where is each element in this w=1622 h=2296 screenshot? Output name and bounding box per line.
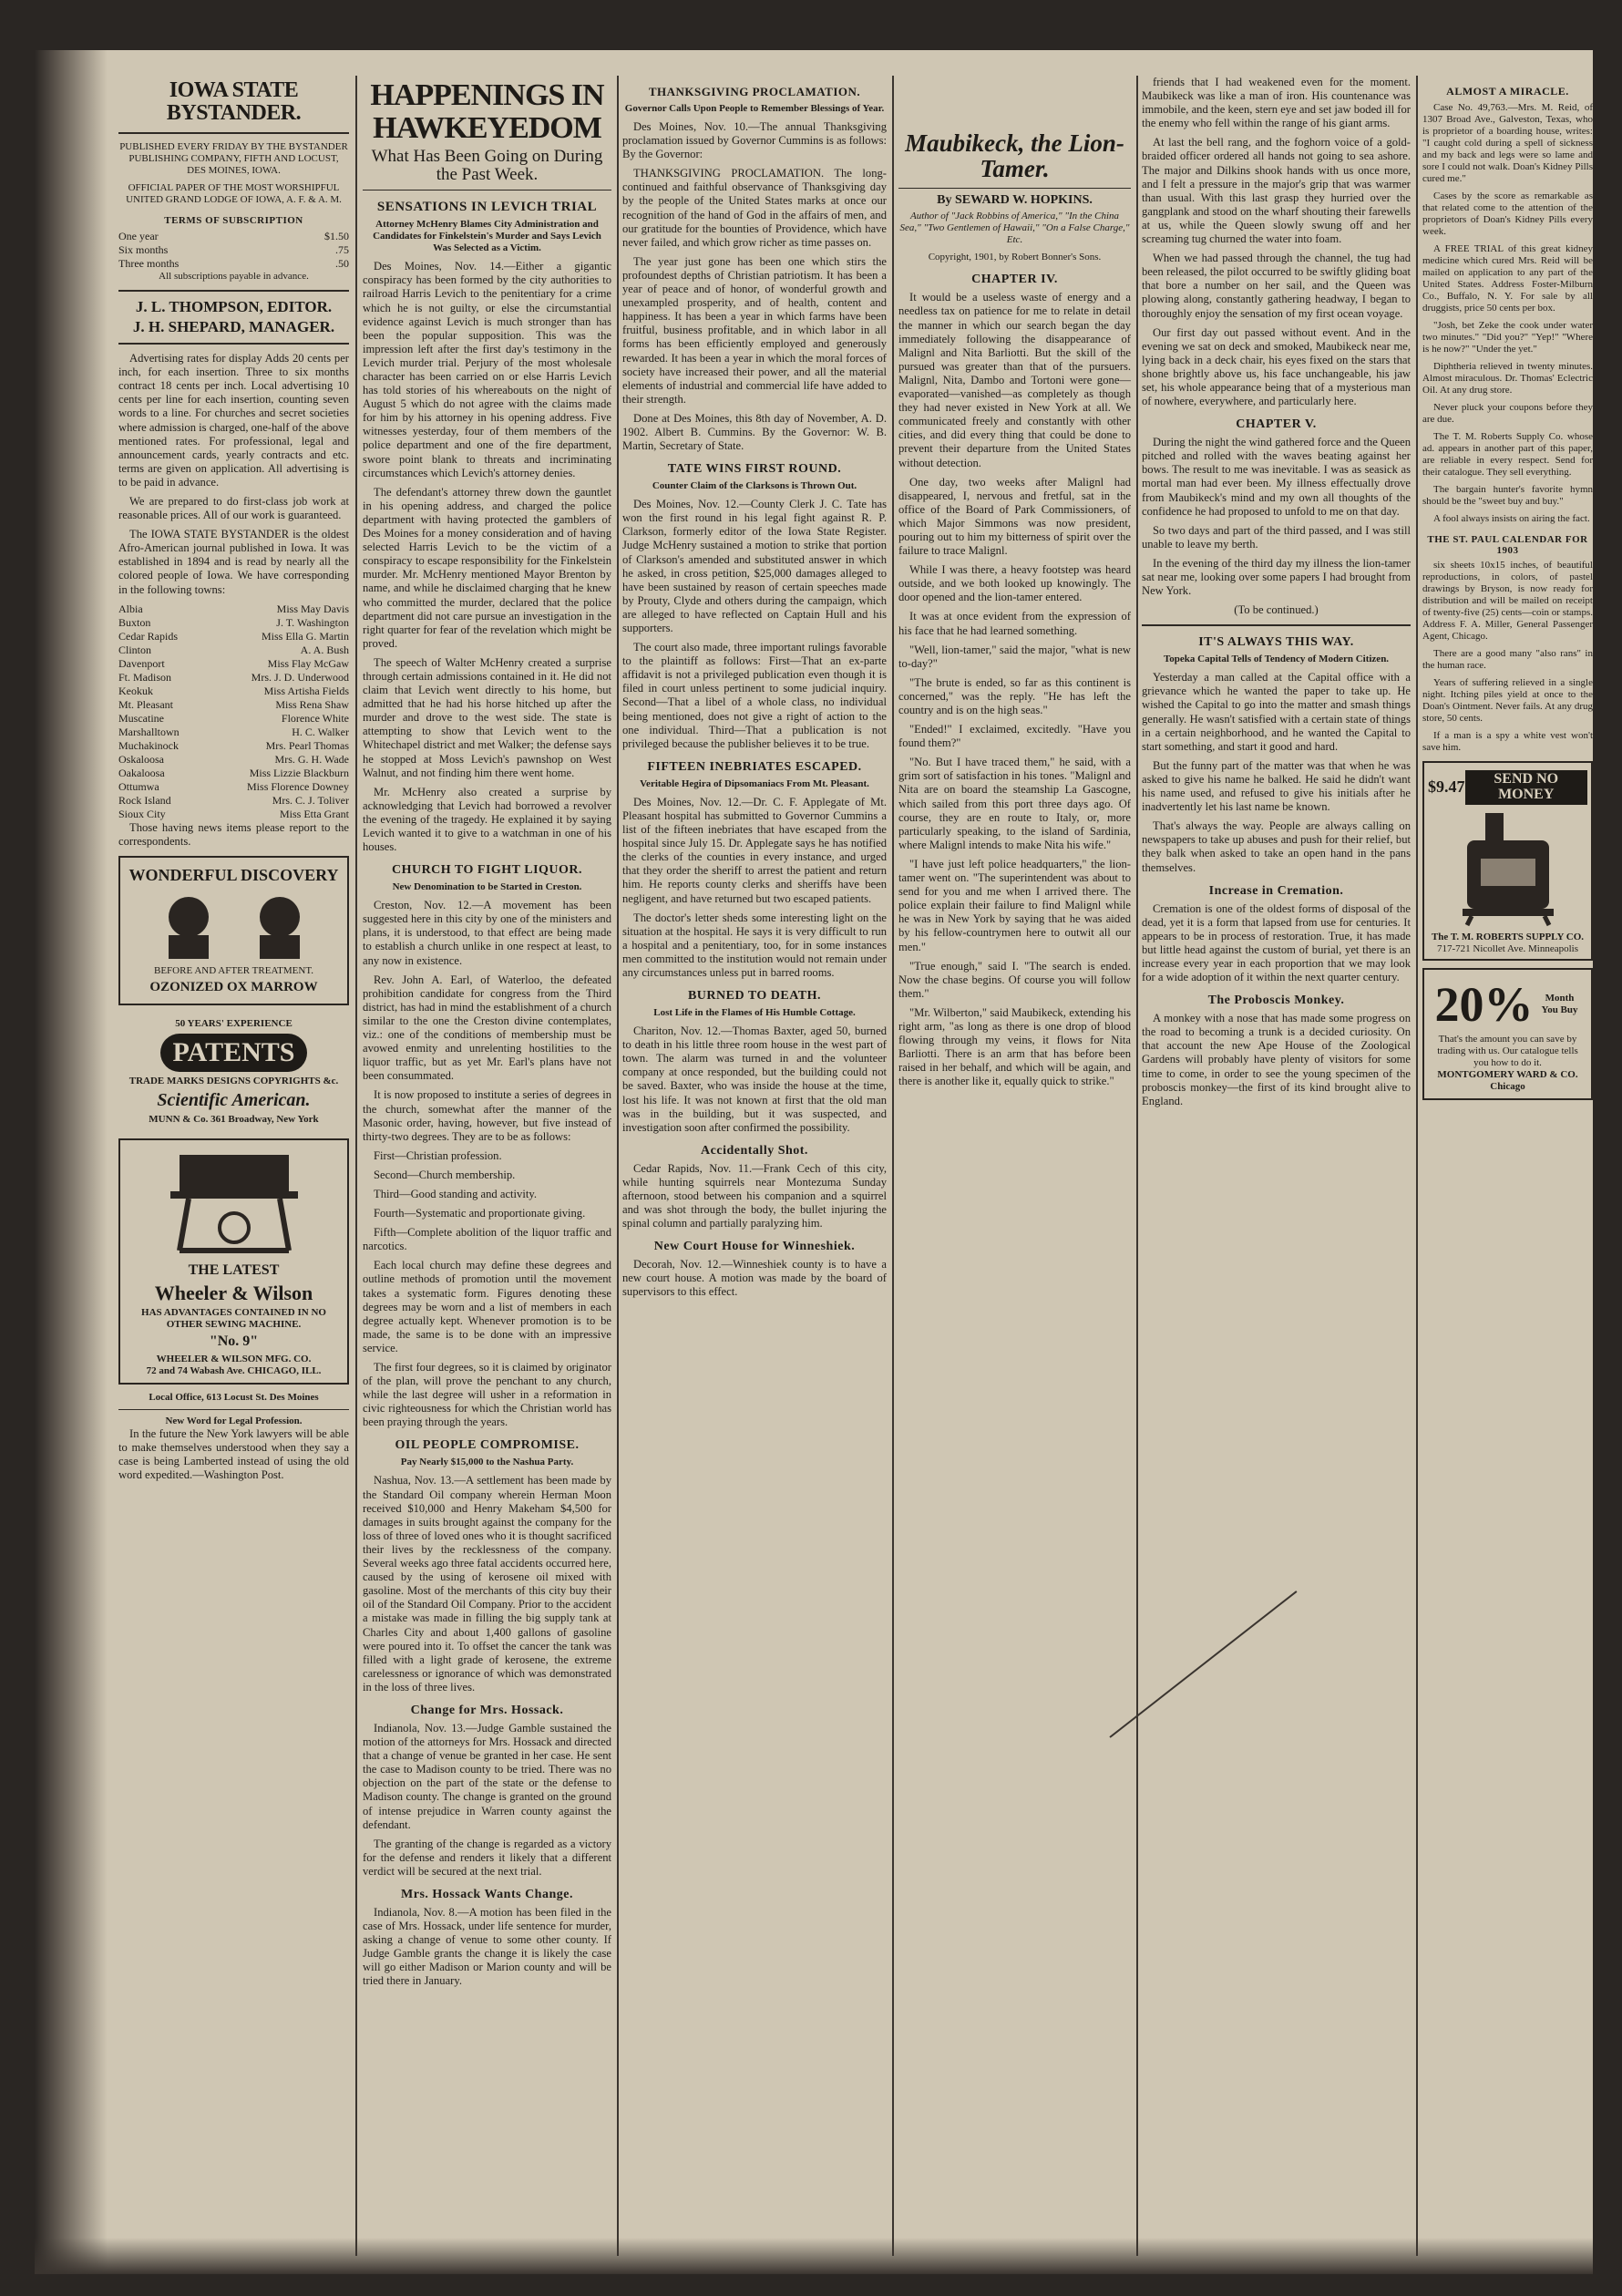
table-cell: Oskaloosa [118,752,164,766]
paragraph: The bargain hunter's favorite hymn should be the "sweet buy and buy." [1422,484,1593,507]
ad-montgomery-ward: 20% Month You Buy That's the amount you can save by trading with us. Our catalogue tells you how to do it. MONTGOMERY WARD & CO. Chicago [1422,968,1593,1101]
column-rule [355,76,357,2256]
paragraph: A fool always insists on airing the fact. [1433,513,1590,524]
table-cell: Miss May Davis [276,602,349,615]
ad-wheeler-wilson: THE LATEST Wheeler & Wilson HAS ADVANTAGES CONTAINED IN NO OTHER SEWING MACHINE. "No. 9" WHEELER & WILSON MFG. CO. 72 and 74 Wabash Ave. CHICAGO, ILL. [118,1138,349,1385]
column-3 [622,76,887,2256]
byline-sub: Author of "Jack Robbins of America," "In the China Sea," "Two Gentlemen of Hawaii," "On a False Charge," Etc. [899,211,1130,246]
paragraph: six sheets 10x15 inches, of beautiful reproductions, in colors, of pastel drawings by Bryson, is now ready for distribution and will be mailed on receipt of twenty-five (25) cents—coin or stamps. Address F. A. Miller, General Passenger Agent, Chicago. [1422,560,1593,642]
column-rule [1136,76,1138,2256]
paragraph: THANKSGIVING PROCLAMATION. The long-continued and faithful observance of Thanksgiving day by the people of the United States marks at once our recognition of the hand of God in the affairs of men, and our gratitude for the bounties of Providence, which have never failed, and which grow richer as time passes on. [622,167,887,249]
table-cell: Ft. Madison [118,670,172,684]
publisher-note: PUBLISHED EVERY FRIDAY BY THE BYSTANDER PUBLISHING COMPANY, FIFTH AND LOCUST, DES MOINES, IOWA. [119,141,348,177]
subheadline: Lost Life in the Flames of His Humble Cottage. [653,1007,856,1019]
terms-table [118,230,349,271]
paragraph: That's always the way. People are always calling on newspapers to take up abuses and push for their relief, but they balk when asked to take an open hand in the pans themselves. [1142,819,1411,874]
table-cell: Clinton [118,643,152,656]
table-row [118,671,349,685]
masthead: IOWA STATE BYSTANDER. [166,78,302,126]
official-paper: OFFICIAL PAPER OF THE MOST WORSHIPFUL UNITED GRAND LODGE OF IOWA, A. F. & A. M. [126,182,342,206]
table-cell: H. C. Walker [292,725,349,738]
table-cell: Miss Flay McGaw [267,656,349,670]
paragraph: "True enough," said I. "The search is ended. Now the chase begins. Of course you will follow them." [898,959,1131,1000]
table-row [118,602,349,616]
editor: J. L. THOMPSON, EDITOR. [135,298,333,316]
headline: Accidentally Shot. [701,1143,808,1158]
newspaper-page [35,50,1593,2274]
byline: By SEWARD W. HOPKINS. [937,192,1093,207]
table-cell: Three months [118,257,180,271]
subheadline: Veritable Hegira of Dipsomaniacs From Mt. Pleasant. [640,777,869,789]
table-row [118,726,349,739]
agents-note: Those having news items please report to the correspondents. [118,820,349,848]
paragraph: One day, two weeks after Malignl had disappeared, I, nervous and fretful, sat in the office of the Board of Park Commissioners, of which Major Simmons was now president, pouring out to him my bitterness of spirit over the failure to trace Malignl. [898,475,1131,558]
headline: FIFTEEN INEBRIATES ESCAPED. [647,759,862,774]
subheadline: Counter Claim of the Clarksons is Thrown Out. [652,480,857,492]
headline: BURNED TO DEATH. [687,989,822,1004]
paragraph: While I was there, a heavy footstep was heard outside, and we both looked up knowingly. The door opened and the lion-tamer entered. [898,563,1131,604]
table-row [118,257,349,271]
table-cell: .50 [335,257,349,271]
paragraph: "Mr. Wilberton," said Maubikeck, extending his right arm, "as long as there is one drop of blood flowing through my veins, it flows for Nita Barliotti. There is an arm that has before been raised in her behalf, and which will be again, and there is another like it, equally quick to strike." [898,1005,1131,1088]
table-cell: Six months [118,243,169,257]
job-work: We are prepared to do first-class job work at reasonable prices. All of our work is guaranteed. [118,495,349,522]
table-cell: $1.50 [324,230,349,243]
agents-table [118,602,349,821]
paragraph: Never pluck your coupons before they are due. [1422,402,1593,425]
paragraph: Decorah, Nov. 12.—Winneshiek county is to have a new court house. A motion was made by the board of supervisors to this effect. [622,1258,887,1299]
paragraph: Nashua, Nov. 13.—A settlement has been made by the Standard Oil company wherein Herman Moon received $10,000 and Henry Makeham $4,500 for damages in suits brought against the company for the loss of three of loved ones who it is thought sacrificed their lives by the recklessness of the company. Several weeks ago three fatal accidents occurred here, caused by the using of kerosene oil mixed with gasoline. Most of the merchants of this city buy their oil of the Standard Oil Company. Prior to the accident a mistake was made in filling the big supply tank at Charles City and about 1,400 gallons of gasoline were poured into it. To offset the cancer the tank was filled with a light grade of kerosene, the extreme carelessness or ignorance of which was demonstrated in the loss of three lives. [363,1474,611,1694]
paragraph: It is now proposed to institute a series of degrees in the church, somewhat after the manner of the Masonic order, having, however, but five instead of thirty-two degrees. They are to be as follows: [363,1088,611,1143]
headline: OIL PEOPLE COMPROMISE. [395,1438,580,1453]
subheadline: Topeka Capital Tells of Tendency of Modern Citizen. [1163,654,1390,665]
paragraph: Des Moines, Nov. 12.—County Clerk J. C. Tate has won the first round in his legal fight against R. P. Clarkson, formerly editor of the Iowa State Register. Judge McHenry sustained a motion to strike that portion of Clarkson's amended and substituted answer in which he asked, in cross petition, $25,000 damages alleged to have been sustained by reason of certain speeches made by Prouty, Clyde and others during the campaign, which are alleged to have reflected on Captain Hull and his supporters. [622,498,887,634]
patents-banner: PATENTS [160,1034,308,1072]
table-cell: Mrs. Pearl Thomas [265,738,349,752]
ad-patents: 50 YEARS' EXPERIENCE PATENTS TRADE MARKS DESIGNS COPYRIGHTS &c. Scientific American. MUNN & Co. 361 Broadway, New York [128,1018,339,1126]
paragraph: A FREE TRIAL of this great kidney medicine which cured Mrs. Reid will be mailed on application to any part of the United States. Address Foster-Milburn Co., Buffalo, N. Y. For sale by all druggists, price 50 cents per box. [1422,243,1593,314]
sewing-machine-icon [143,1146,325,1255]
stove-icon [1440,808,1576,927]
table-cell: Oakaloosa [118,766,165,779]
paragraph: Indianola, Nov. 13.—Judge Gamble sustained the motion of the attorneys for Mrs. Hossack and directed that a change of venue be granted in her case. He sent the case to Madison county to be tried. There was no objection on the part of the state or the defense to Madison county. The change is granted on the ground of intense prejudice in Warren county against the defendant. [363,1721,611,1831]
subheadline: Governor Calls Upon People to Remember Blessings of Year. [624,103,885,114]
paragraph: friends that I had weakened even for the moment. Maubikeck was like a man of iron. His countenance was immobile, and the keen, stern eye and set jaw boded ill for the enemy who fell within the range of his giant arms. [1142,76,1411,130]
subheadline: Pay Nearly $15,000 to the Nashua Party. [400,1457,574,1468]
table-cell: Cedar Rapids [118,629,178,643]
terms-note: All subscriptions payable in advance. [159,271,309,283]
paragraph: But the funny part of the matter was that when he was asked to give his name he balked. He said he didn't want his name used, and refused to give his initials after he inadvertently let his last name be known. [1142,758,1411,814]
paragraph: Indianola, Nov. 8.—A motion has been filed in the case of Mrs. Hossack, under life sentence for murder, asking a change of venue to some other county. If Judge Gamble grants the change it is likely the case will go either Madison or Marion county and will be tried there in January. [363,1906,611,1988]
table-row [118,753,349,767]
headline: TATE WINS FIRST ROUND. [667,462,842,477]
table-cell: Sioux City [118,807,166,820]
table-row [118,616,349,630]
table-row [118,712,349,726]
table-cell: Muscatine [118,711,164,725]
paragraph: Des Moines, Nov. 10.—The annual Thanksgiving proclamation issued by Governor Cummins is as follows: By the Governor: [622,120,887,161]
to-be-continued: (To be continued.) [1234,603,1319,617]
ad-send-no-money: $9.47 SEND NO MONEY The T. M. ROBERTS SUPPLY CO. 717-721 Nicollet Ave. Minneapolis [1422,761,1593,961]
table-row [118,630,349,643]
section-deck: What Has Been Going on During the Past Week. [371,147,603,185]
paragraph: Cases by the score as remarkable as that related come to the attention of the proprietors of Doan's Kidney Pills every week. [1422,190,1593,237]
paragraph: Des Moines, Nov. 14.—Either a gigantic conspiracy has been formed by the city authorities to railroad Harris Levich to the penitentiary for a crime which he is not guilty, or else the circumstantial evidence against Levich is much stronger than has been the popular supposition. This was the impression left after the first day's testimony in the Levich murder trial. Perjury of the most wholesale character has been carried on or else Harris Levich has told stories of his whereabouts on the night of August 5 which do not agree with the claims made for him by his attorney in his opening address. Five witnesses yesterday, four of them members of the police department and one of the fire department, swore point blank to threats and incriminating circumstances which Levich's attorney denies. [363,260,611,479]
advertising-rates: Advertising rates for display Adds 20 cents per inch, for each insertion. Three to six months contract 18 cents per inch. Local advertising 10 cents per line for each insertion, counting seven words to a line. For churches and secret societies where admission is charged, one-half of the above mentioned rates. For professional, legal and announcement cards, yearly contracts and etc. terms are given on application. All advertising is to be paid in advance. [118,352,349,489]
paragraph: The first four degrees, so it is claimed by originator of the plan, will prove the penchant to any church, while the last degree will usher in a reformation in civic righteousness for which the Christian world has been praying through the years. [363,1361,611,1429]
paragraph: A monkey with a nose that has made some progress on the road to becoming a trunk is a decided curiosity. On that account the new Ape House of the Zoological Gardens will probably have plenty of visitors for some time to come, in order to see the young specimen of the proboscis monkey—the first of its kind brought alive to England. [1142,1012,1411,1107]
paragraph: Each local church may define these degrees and outline methods of promotion until the movement takes a systematic form. Figures denoting these degrees may be worn and a list of members in each degree actually kept. Whenever promotion is to be made, the same is to be done with an impressive service. [363,1259,611,1354]
table-cell: Marshalltown [118,725,180,738]
headline: The Proboscis Monkey. [1207,994,1345,1008]
story-title: Maubikeck, the Lion-Tamer. [905,129,1124,183]
table-row [118,739,349,753]
paragraph: Cedar Rapids, Nov. 11.—Frank Cech of this city, while hunting squirrels near Montezuma Sunday afternoon, stood between his companion and a squirrel and was shot through the body, the bullet injuring the spinal column and partially paralyzing him. [622,1161,887,1230]
table-cell: Mrs. J. D. Underwood [251,670,349,684]
copyright: Copyright, 1901, by Robert Bonner's Sons. [928,252,1102,263]
paragraph: "Josh, bet Zeke the cook under water two minutes." "Did you?" "Yep!" "Where is he now?" "Under the yet." [1422,320,1593,355]
paragraph: Years of suffering relieved in a single night. Itching piles yield at once to the Doan's Ointment. Never fails. At any drug store, 50 cents. [1422,677,1593,724]
paragraph: There are a good many "also rans" in the human race. [1422,648,1593,671]
table-cell: Buxton [118,615,151,629]
paragraph: Our first day out passed without event. And in the evening we sat on deck and smoked, Maubikeck near me, lying back in a deck chair, his eyes fixed on the stars that shone brightly above us, his face unchangeable, his jaw set, his whole appearance being that of a mysterious man of nowhere, everywhere, and particularly here. [1142,325,1411,408]
headline: Change for Mrs. Hossack. [410,1703,564,1717]
paragraph: The doctor's letter sheds some interesting light on the situation at the hospital. He says it is very difficult to run a hospital and a penitentiary, too, for in some instances men committed to the institution would not remain under any circumstances unless put in barred rooms. [622,911,887,979]
paragraph: The granting of the change is regarded as a victory for the defense and renders it likely that a different verdict will be secured at the next trial. [363,1837,611,1878]
chapter-heading: CHAPTER IV. [971,273,1058,287]
terms-heading: TERMS OF SUBSCRIPTION [164,215,303,227]
headline: CHURCH TO FIGHT LIQUOR. [391,863,583,878]
headline: SENSATIONS IN LEVICH TRIAL [376,200,598,215]
scan-shadow-left [35,50,108,2274]
headline: Increase in Cremation. [1208,883,1344,898]
paragraph: "No. But I have traced them," he said, with a grim sort of satisfaction in his tones. "Malignl and Nita are on board the steamship La Gascogne, which sailed from this port three days ago. Of course, they are en route to Italy, or, more particularly speaking, to the island of Sardinia, where Malignl intends to make Nita his wife." [898,756,1131,851]
ad-wonderful-discovery: WONDERFUL DISCOVERY BEFORE AND AFTER TREATMENT. OZONIZED OX MARROW [118,856,349,1006]
column-rule [617,76,619,2256]
paragraph: It would be a useless waste of energy and a needless tax on patience for me to relate in detail the manner in which our search began the day immediately following the disappearance of Malignl and Nita Barliotti. But the skill of the pursued was greater than that of the pursuers. Malignl, Nita, Dambo and Tortoni were gone—evaporated—vanished—as completely as though they had never existed in New York at all. We communicated freely and constantly with other cities, and did every thing that could be done to prevent their departure from the United States without detection. [898,291,1131,469]
paragraph: The year just gone has been one which stirs the profoundest depths of Christian patriotism. It has been a year of peace and of honor, of wonderful growth and unexampled prosperity, and of health, content and happiness. It has been a year in which farms have been fruitful, business profitable, and in which labor in all forms has been efficiently employed and generously rewarded. It has been a year in which the moral forces of society have increased their power, and all the material elements of industrial and commercial life have added to their strength. [622,254,887,406]
table-cell: Albia [118,602,143,615]
paragraph: Mr. McHenry also created a surprise by acknowledging that Levich had borrowed a revolver the evening of the tragedy. He explained it by saying Levich wanted it to give to a watchman in one of his houses. [363,785,611,854]
legal-body: In the future the New York lawyers will be able to make themselves understood when they say a case is being Lamberted instead of using the old word expedited.—Washington Post. [118,1427,349,1482]
paragraph: So two days and part of the third passed, and I was still unable to leave my berth. [1142,523,1411,551]
paragraph: During the night the wind gathered force and the Queen pitched and rolled with the waves beating against her bows. The result to me was inevitable. I was as seasick as mortal man had ever been. My illness effectually drove from Maubikeck's mind and my own all thoughts of the confidence he had proposed to unfold to me on that day. [1142,436,1411,518]
table-cell: Mt. Pleasant [118,697,173,711]
paragraph: Diphtheria relieved in twenty minutes. Almost miraculous. Dr. Thomas' Eclectric Oil. At any drug store. [1422,361,1593,396]
column-4 [898,76,1131,2256]
paragraph: "The brute is ended, so far as this continent is concerned," was the reply. "He has left the country and is on the high seas." [898,675,1131,716]
table-cell: .75 [335,243,349,257]
paragraph: Chariton, Nov. 12.—Thomas Baxter, aged 50, burned to death in his little three room house in the west part of town. The alarm was turned in and the volunteer company at once responded, but the building could not be saved. Baxter, who was inside the house at the time, lost his life. It was not known at first that the old man was in the building, but it was suspected, and investigation soon after confirmed the possibility. [622,1024,887,1134]
paragraph: Second—Church membership. [374,1168,516,1181]
table-row [118,767,349,780]
paragraph: "I have just left police headquarters," the lion-tamer went on. "The superintendent was about to send for you and me when I arrived there. The police explain their failure to find Malignl while he was in New York by saying that he was aided by his fellow-countrymen here to outwit all our men." [898,857,1131,953]
table-cell: Miss Rena Shaw [275,697,349,711]
table-cell: Muchakinock [118,738,179,752]
table-cell: Ottumwa [118,779,159,793]
table-row [118,794,349,808]
paragraph: In the evening of the third day my illness the lion-tamer sat near me, looking over some papers I had brought from New York. [1142,556,1411,598]
headline: Mrs. Hossack Wants Change. [401,1888,573,1901]
paragraph: Yesterday a man called at the Capital office with a grievance which he wanted the paper to take up. He wished the Capital to go into the matter and smash things generally. He wasn't satisfied with a certain state of things in a certain neighborhood, and he wanted the Capital to start something, and start it good and hard. [1142,671,1411,753]
paragraph: The speech of Walter McHenry created a surprise through certain admissions contained in it. He did not claim that Levich went directly to his home, but admitted that he had his horse hitched up after the murder and drove to the west side. The state is attempting to show that Levich went to the Whitechapel district and met Walker; the defense says he stopped at Moss Levich's pawnshop on West Walnut, and not finding him there went home. [363,655,611,779]
table-row [118,643,349,657]
oldest-journal: The IOWA STATE BYSTANDER is the oldest Afro-American journal published in Iowa. It was established in 1894 and is read by nearly all the colored people of Iowa. We have corresponding in the following towns: [118,528,349,596]
headline: THE ST. PAUL CALENDAR FOR 1903 [1427,534,1588,556]
table-cell: Mrs. C. J. Toliver [272,793,349,807]
paragraph: "Well, lion-tamer," said the major, "what is new to-day?" [898,643,1131,670]
table-cell: Davenport [118,656,165,670]
table-cell: Miss Ella G. Martin [262,629,349,643]
legal-heading: New Word for Legal Profession. [165,1416,303,1427]
table-row [118,243,349,257]
column-5 [1142,76,1411,2256]
column-6 [1422,76,1593,2256]
paragraph: Case No. 49,763.—Mrs. M. Reid, of 1307 Broad Ave., Galveston, Texas, who is proprietor of a boarding house, writes: "I caught cold during a spell of sickness and my back and legs were so lame and sore I could not walk. Doan's Kidney Pills cured me." [1422,102,1593,184]
headline: IT'S ALWAYS THIS WAY. [1198,635,1354,650]
table-cell: One year [118,230,159,243]
table-cell: Miss Florence Downey [247,779,349,793]
local-office: Local Office, 613 Locust St. Des Moines [149,1392,319,1404]
column-rule [1416,76,1418,2256]
paragraph: The defendant's attorney threw down the gauntlet in his opening address, and charged the police department with having protected the gamblers of Des Moines for a money consideration and of having selected Harris Levich to be the victim of a conspiracy to escape responsibility for the Finkelstein murder. Mr. McHenry mentioned Mayor Brenton by name, and while he disclaimed charging that he knew who committed the murder, declared that the police department did not care pursue an investigation in the right quarter for fear of the revelation which might be proved. [363,485,611,650]
column-2 [363,76,611,2256]
subheadline: Attorney McHenry Blames City Administration and Candidates for Finkelstein's Murder and Says Levich Was Selected as a Victim. [373,219,601,254]
table-cell: A. A. Bush [300,643,349,656]
manager: J. H. SHEPARD, MANAGER. [132,318,335,336]
paragraph: Fourth—Systematic and proportionate giving. [374,1207,586,1220]
table-row [118,698,349,712]
paragraph: If a man is a spy a white vest won't save him. [1422,730,1593,753]
paragraph: Third—Good standing and activity. [374,1187,537,1200]
table-cell: Mrs. G. H. Wade [274,752,349,766]
table-cell: Miss Artisha Fields [263,684,349,697]
table-cell: Florence White [281,711,349,725]
column-rule [892,76,894,2256]
table-cell: Keokuk [118,684,153,697]
table-cell: Miss Lizzie Blackburn [249,766,349,779]
section-title: HAPPENINGS IN HAWKEYEDOM [370,78,604,145]
table-row [118,657,349,671]
paragraph: Done at Des Moines, this 8th day of November, A. D. 1902. Albert B. Cummins. By the Governor: W. B. Martin, Secretary of State. [622,411,887,453]
chapter-heading: CHAPTER V. [1236,417,1317,432]
table-cell: J. T. Washington [276,615,349,629]
paragraph: The court also made, three important rulings favorable to the plaintiff as follows: First—That an ex-parte affidavit is not a privileged publication even though it is filed in court unless pertinent to some judicial inquiry. Second—That a libel of a whole class, no individual being mentioned, does not give a right of action to the one individual. Third—That a publication is not privileged because the publisher believes it to be true. [622,641,887,750]
table-row [118,685,349,698]
table-row [118,230,349,243]
paragraph: When we had passed through the channel, the tug had been released, the pilot occurred to be swiftly gliding boat that bore a number on her sail, and the Queen was plowing along, constantly gathering headway, I began to thoroughly enjoy the sensation of my first ocean voyage. [1142,252,1411,320]
table-cell: Miss Etta Grant [280,807,349,820]
portrait-illustration-icon [134,888,334,961]
column-1 [118,76,349,2256]
table-row [118,780,349,794]
paragraph: Rev. John A. Earl, of Waterloo, the defeated prohibition candidate for congress from the Third district, has had in mind the establishment of a church similar to the one the Creston divine contemplates, viz.: one of the conditions of membership must be avowed enmity and unrelenting hostilities to the liquor traffic, but as yet Mr. Earl's plans have not been consummated. [363,973,611,1083]
table-row [118,808,349,821]
headline: New Court House for Winneshiek. [653,1240,856,1254]
paragraph: At last the bell rang, and the foghorn voice of a gold-braided officer ordered all hands not going to sea ashore. The major and Dilkins shook hands with us once more, and I felt a pressure in the major's grip that was warmer than usual. With this last grasp they hurried over the gangplank and stood on the wharf shouting their farewells at us, while the Queen slowly swung off and her screaming tug churned the water into foam. [1142,136,1411,246]
paragraph: First—Christian profession. [374,1148,502,1162]
paragraph: Des Moines, Nov. 12.—Dr. C. F. Applegate of Mt. Pleasant hospital has submitted to Governor Cummins a list of the fifteen inebriates that have escaped from the hospital since July 15. Dr. Applegate says he has notified the clerks of the counties in every instance, and urged that they order the sheriff to arrest the patient and return him. He reports county clerks and sheriffs have been negligent, and have returned but two escaped patients. [622,795,887,905]
paragraph: "Ended!" I exclaimed, excitedly. "Have you found them?" [898,723,1131,750]
subheadline: New Denomination to be Started in Creston. [392,881,582,893]
paragraph: Cremation is one of the oldest forms of disposal of the dead, yet it is a form that lapsed from use for centuries. It appears to be in process of restoration. True, it has made but little head against the custom of burial, yet there is an increase every year in each proportion that we may look for a wide adoption of it within the next quarter century. [1142,901,1411,984]
paragraph: Creston, Nov. 12.—A movement has been suggested here in this city by one of the ministers and plans, it is understood, to that effect are being made to establish a church unlike in one respect at least, to any now in existence. [363,899,611,967]
paragraph: Fifth—Complete abolition of the liquor traffic and narcotics. [363,1226,611,1253]
paragraph: It was at once evident from the expression of his face that he had learned something. [898,610,1131,637]
scan-shadow-bottom [35,2238,1593,2274]
headline: ALMOST A MIRACLE. [1446,85,1569,98]
table-cell: Rock Island [118,793,171,807]
paragraph: The T. M. Roberts Supply Co. whose ad. appears in another part of this paper, are reliable in every respect. Send for their catalogue. They sell everything. [1422,431,1593,478]
headline: THANKSGIVING PROCLAMATION. [648,85,861,98]
